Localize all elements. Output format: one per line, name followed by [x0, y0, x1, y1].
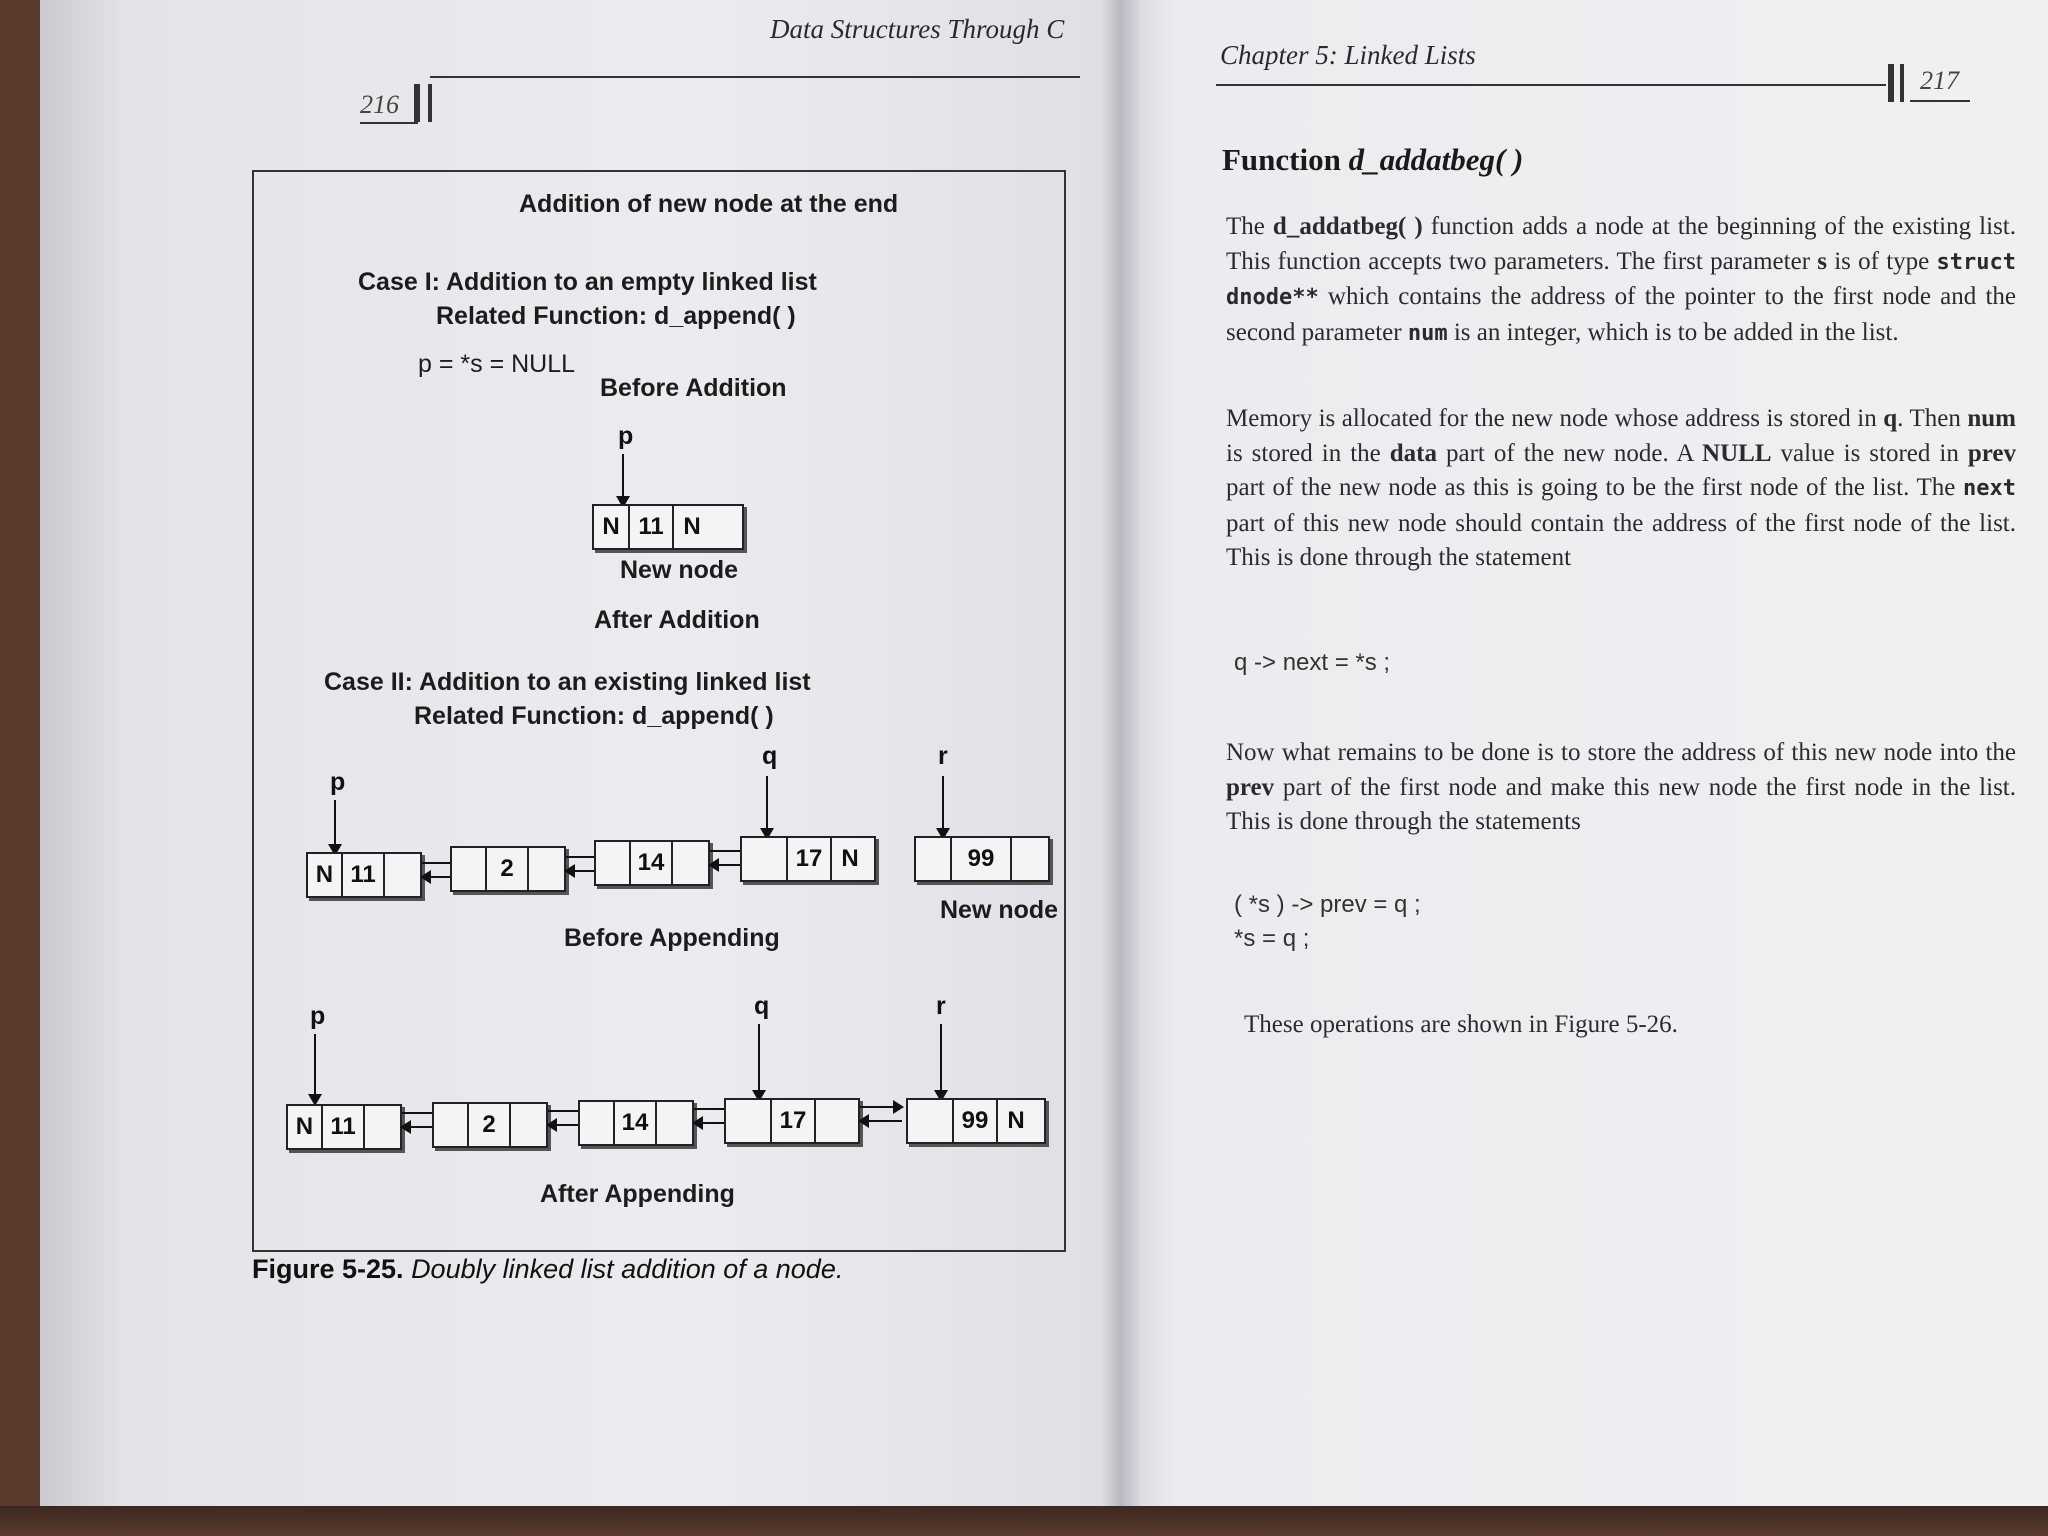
null-value: NULL — [1702, 439, 1772, 467]
node-data-cell: 2 — [487, 848, 530, 890]
node-prev-cell — [434, 1104, 469, 1146]
before-appending-label: Before Appending — [564, 924, 780, 952]
before-node-2 — [450, 846, 566, 892]
caption-number: Figure 5-25. — [252, 1254, 404, 1284]
node-data-cell: 14 — [631, 842, 674, 884]
node-prev-cell — [580, 1102, 615, 1144]
text: part of this new node should contain the address of the first node of the list. This is done through the statement — [1226, 509, 2016, 571]
before-pointer-p: p — [330, 768, 346, 796]
figure-title: Addition of new node at the end — [519, 190, 899, 218]
code-block-1: q -> next = *s ; — [1234, 649, 1391, 676]
before-new-node-label: New node — [940, 896, 1059, 924]
code-block-2-line-1: ( *s ) -> prev = q ; — [1234, 891, 1421, 918]
node-data-cell: 11 — [323, 1106, 366, 1148]
node-data-cell: 14 — [615, 1102, 658, 1144]
paragraph-4: These operations are shown in Figure 5-26. — [1244, 1011, 1678, 1038]
heading-prefix: Function — [1222, 142, 1349, 177]
node-next-cell: N — [841, 845, 859, 872]
node-next-cell — [1012, 838, 1048, 880]
text: function adds a node at the beginning of the existing list. This function accepts two parameters. The first parameter — [1226, 213, 2017, 275]
before-arrow-q — [766, 776, 768, 838]
paragraph-1 — [1226, 210, 2016, 351]
case2-related: Related Function: d_append( ) — [414, 702, 774, 730]
node-next-cell: N — [683, 513, 701, 540]
case1-title: Case I: Addition to an empty linked list — [358, 268, 817, 296]
case1-node-label: New node — [620, 556, 739, 584]
function-name: d_addatbeg( ) — [1272, 213, 1423, 240]
case1-after-label: After Addition — [594, 606, 760, 634]
after-pointer-r: r — [936, 992, 946, 1020]
node-prev-cell — [742, 838, 788, 880]
right-number-underline — [1910, 100, 1970, 102]
text: Memory is allocated for the new node whose address is stored in — [1226, 405, 1884, 432]
book-bottom-edge — [0, 1506, 2048, 1536]
field-prev: prev — [1226, 773, 1275, 801]
after-node-5 — [906, 1098, 1046, 1144]
node-next-cell — [385, 854, 420, 896]
text: value is stored in — [1771, 439, 1968, 467]
node-data-cell: 11 — [343, 854, 386, 896]
book-gutter — [1100, 0, 1140, 1536]
param-num: num — [1407, 320, 1448, 346]
case2-title: Case II: Addition to an existing linked list — [324, 668, 811, 696]
right-header-bar-thin — [1900, 64, 1904, 102]
case1-related: Related Function: d_append( ) — [436, 302, 796, 330]
paragraph-2 — [1226, 402, 2016, 576]
node-data-cell: 17 — [788, 838, 832, 880]
node-data-cell: 99 — [952, 838, 1012, 880]
node-next-cell — [529, 848, 564, 890]
case1-pointer-p: p — [618, 422, 634, 450]
case1-statement: p = *s = NULL — [418, 350, 576, 378]
text: The — [1226, 213, 1273, 240]
left-page-number: 216 — [360, 90, 399, 119]
before-arrow-p — [334, 800, 336, 854]
after-node-1 — [286, 1104, 402, 1150]
node-prev-cell: N — [594, 506, 630, 548]
before-new-node — [914, 836, 1050, 882]
node-prev-cell — [452, 848, 487, 890]
node-prev-cell — [726, 1100, 772, 1142]
node-next-cell — [657, 1102, 692, 1144]
left-header-bar — [414, 84, 420, 122]
left-running-head: Data Structures Through C — [770, 14, 1065, 44]
text: is stored in the — [1226, 439, 1390, 467]
before-pointer-r: r — [938, 742, 948, 770]
field-data: data — [1389, 439, 1437, 467]
node-prev-cell: N — [308, 854, 343, 896]
text: part of the new node as this is going to be the first node of the list. The — [1226, 474, 1964, 501]
type-name: struct dnode** — [1226, 249, 2016, 310]
after-appending-label: After Appending — [540, 1180, 735, 1208]
node-next-cell — [816, 1100, 852, 1142]
node-data-cell: 2 — [469, 1104, 512, 1146]
left-header-bar-thin — [428, 84, 432, 122]
text: . Then — [1897, 405, 1968, 432]
code-block-2-line-2: *s = q ; — [1234, 925, 1310, 952]
text: part of the new node. A — [1437, 439, 1703, 467]
var-num: num — [1967, 405, 2016, 432]
field-prev: prev — [1967, 439, 2017, 467]
text: Now what remains to be done is to store the address of this new node into the — [1226, 739, 2016, 766]
text: which contains the address of the pointer to the first node and the second parameter — [1226, 283, 2016, 346]
before-node-1 — [306, 852, 422, 898]
right-page-number: 217 — [1920, 66, 1959, 95]
right-running-head: Chapter 5: Linked Lists — [1220, 40, 1476, 70]
paragraph-3 — [1226, 736, 2016, 840]
right-header-bar — [1888, 64, 1894, 102]
text: is of type — [1827, 247, 1937, 275]
after-node-2 — [432, 1102, 548, 1148]
node-data-cell: 99 — [954, 1100, 998, 1142]
after-node-3 — [578, 1100, 694, 1146]
node-prev-cell — [916, 838, 952, 880]
field-next: next — [1963, 476, 2016, 501]
caption-text: Doubly linked list addition of a node. — [411, 1254, 844, 1284]
figure-box — [252, 170, 1066, 1252]
left-number-underline — [360, 122, 418, 124]
node-next-cell — [365, 1106, 400, 1148]
text: is an integer, which is to be added in the list. — [1447, 318, 1899, 346]
after-arrow-q — [758, 1024, 760, 1100]
text: part of the first node and make this new node the first node in the list. This is done through the statements — [1226, 773, 2016, 835]
figure-caption — [252, 1254, 843, 1285]
node-prev-cell: N — [288, 1106, 323, 1148]
after-node-4 — [724, 1098, 860, 1144]
case1-arrow — [622, 454, 624, 506]
node-prev-cell — [908, 1100, 954, 1142]
node-next-cell: N — [1007, 1107, 1025, 1134]
before-node-3 — [594, 840, 710, 886]
var-q: q — [1883, 405, 1898, 432]
param-s: s — [1817, 247, 1827, 275]
node-data-cell: 11 — [630, 506, 674, 548]
before-arrow-r — [942, 776, 944, 838]
node-next-cell — [673, 842, 708, 884]
before-pointer-q: q — [762, 742, 778, 770]
after-arrow-p — [314, 1034, 316, 1104]
before-node-4 — [740, 836, 876, 882]
node-data-cell: 17 — [772, 1100, 816, 1142]
section-heading — [1222, 142, 1523, 178]
after-arrow-r — [940, 1024, 942, 1100]
case1-before-label: Before Addition — [600, 374, 787, 402]
after-pointer-q: q — [754, 992, 770, 1020]
heading-function-name: d_addatbeg( ) — [1348, 142, 1524, 177]
after-pointer-p: p — [310, 1002, 326, 1030]
left-header-rule — [430, 76, 1080, 78]
after-link-4 — [860, 1106, 902, 1124]
node-next-cell — [511, 1104, 546, 1146]
node-prev-cell — [596, 842, 631, 884]
case1-new-node — [592, 504, 744, 550]
right-header-rule — [1216, 84, 1886, 86]
